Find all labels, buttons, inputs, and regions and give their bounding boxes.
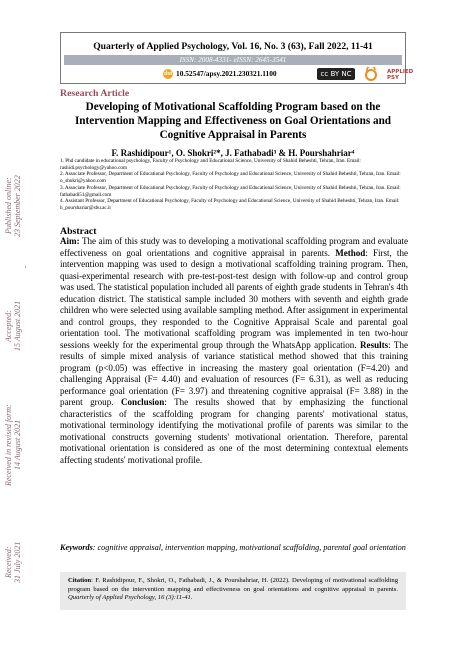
revised-date xyxy=(4,386,22,504)
abstract-body xyxy=(60,236,408,466)
revised-value: 14 August 2021 xyxy=(13,419,23,471)
results-text: : The results of simple mixed analysis of variance statistical method showed that this training program (p<0.05) was effective in increasing the mastery goal orientation (F=4.20) and challenging Appraisal (F= 4.40) and evaluation of resources (F= 6.31), as well as reducing performance goal orientation (F= 3.97) and threatening cognitive appraisal (F= 3.88) in the parent group. xyxy=(60,339,408,407)
doi-icon: doi xyxy=(163,71,172,77)
published-label: Published online: xyxy=(4,177,13,235)
journal-header xyxy=(60,32,414,84)
article-type: Research Article xyxy=(60,88,130,99)
published-value: 23 September 2022 xyxy=(13,175,23,237)
citation-text: : F. Rashidipour, F., Shokri, O., Fathabadi, J., & Pourshahriar, H. (2022). Developing of motivational scaffolding program based on the intervention mapping and effectiveness on goal orientations and cognitive appraisal in parents. xyxy=(68,577,398,593)
article-title: Developing of Motivational Scaffolding Program based on the Intervention Mapping and Effectiveness on Goal Orientations and Cognitive Appraisal in Parents xyxy=(74,101,392,141)
results-label: Results xyxy=(360,339,389,350)
side-separator xyxy=(25,266,26,268)
doi-link[interactable]: 10.52547/apsy.2021.230321.1100 xyxy=(176,69,277,78)
journal-title: Quarterly of Applied Psychology, Vol. 16, No. 3 (63), Fall 2022, 11-41 xyxy=(93,41,373,52)
affiliation-item: 1. Phd candidate in educational psychology, Faculty of Psychology and Educational Science, University of Shahid Beheshti, Tehran, Iran. Email: rashidi.psychology@yahoo.com xyxy=(60,158,361,171)
revised-label: Received in revised form: xyxy=(4,404,13,486)
conclusion-text: : The results showed that by emphasizing the functional characteristics of the scaffolding program for changing parents' motivational status, motivational terminology identifying the motivational profile of parents was similar to the motivational constructs governing students' motivational orientation. Therefore, parental motivational orientation is considered as one of the most determining contextual elements affecting students' motivational profile. xyxy=(60,397,408,465)
affiliations xyxy=(60,158,408,212)
accepted-value: 15 August 2021 xyxy=(13,300,23,352)
accepted-label: Accepted: xyxy=(4,310,13,342)
affiliation-item: 4. Assistant Professor, Department of Educational Psychology, Faculty of Psychology and Educational Science, University of Shahid Beheshti, Tehran, Iran. Email: h_pourshariar@sbu.ac.ir xyxy=(60,198,400,211)
author-list: F. Rashidipour¹, O. Shokri²*, J. Fathabadi³ & H. Pourshahriar⁴ xyxy=(111,148,355,158)
aim-text: The aim of this study was to developing a motivational scaffolding program and evaluate effectiveness on goal orientations and cognitive appraisal in parents. xyxy=(60,236,408,258)
accepted-date xyxy=(4,272,22,380)
citation-label: Citation xyxy=(68,577,92,584)
citation-source: Quarterly of Applied Psychology, 16 (3):11-41. xyxy=(68,594,193,602)
abstract-heading: Abstract xyxy=(60,226,97,237)
issn-bar: ISSN: 2008-4331- eISSN: 2645-3541 xyxy=(64,55,402,65)
conclusion-label: Conclusion xyxy=(120,397,165,407)
keywords-label: Keywords xyxy=(60,543,93,552)
received-date xyxy=(4,512,22,612)
method-label: Method xyxy=(335,247,366,258)
cc-license-icon[interactable]: cc BY NC xyxy=(317,68,355,80)
aim-label: Aim: xyxy=(60,236,80,246)
received-value: 31 July 2021 xyxy=(13,541,23,583)
publisher-logo: APPLIED PSY xyxy=(387,69,414,81)
side-dates xyxy=(0,150,28,620)
open-access-icon xyxy=(361,67,381,81)
published-date xyxy=(4,150,22,262)
received-label: Received: xyxy=(4,546,13,578)
citation-box xyxy=(60,572,406,610)
keywords-text: : cognitive appraisal, intervention mapping, motivational scaffolding, parental goal orientation xyxy=(92,543,406,552)
affiliation-item: 3. Associate Professor, Department of Educational Psychology, Faculty of Psychology and Educational Science, University of Shahid Beheshti, Tehran, Iran. Email: fathabadi51@gmail.com xyxy=(60,184,401,198)
keywords xyxy=(60,542,408,553)
doi-row[interactable] xyxy=(163,68,277,80)
method-text: : First, the intervention mapping was used to design a motivational scaffolding training program. Then, quasi-experimental research with pre-test-post-test design with follow-up and control group was used. The statistical population included all parents of eighth grade students in Tehran's 4th education district. The statistical sample included 30 mothers with seventh and eighth grade children who were selected using available sampling method. After assignment in experimental and control groups, they responded to the Cognitive Appraisal Scale and parental goal orientation tool. The motivational scaffolding program was implemented in ten two-hour sessions weekly for the experimental group through the WhatsApp application. xyxy=(60,247,408,350)
affiliation-item: 2. Associate Professor, Department of Educational Psychology, Faculty of Psychology and Educational Science, University of Shahid Beheshti, Tehran, Iran. Email: o_shokri@yahoo.com xyxy=(60,171,401,185)
